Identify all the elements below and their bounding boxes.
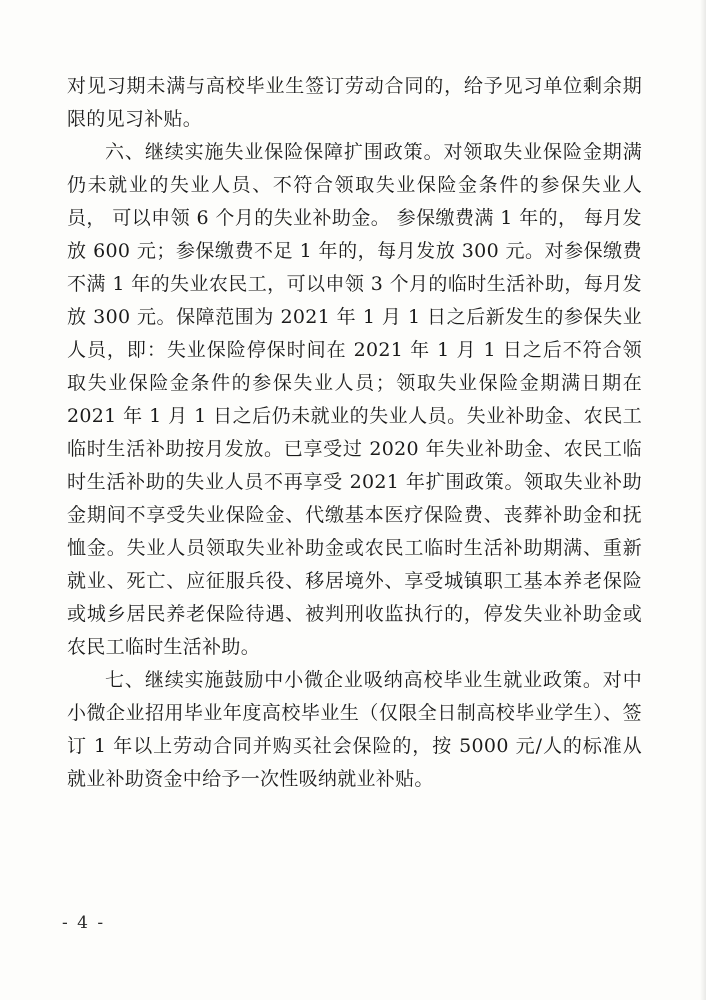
paragraph-section-7-sme-graduate-employment: 七、继续实施鼓励中小微企业吸纳高校毕业生就业政策。对中小微企业招用毕业年度高校毕业生（仅限全日制高校毕业学生）、签订 1 年以上劳动合同并购买社会保险的，按 5000 元/人的标准从就业补助资金中给予一次性吸纳就业补贴。 bbox=[67, 669, 642, 790]
paragraph-section-6-unemployment-insurance: 六、继续实施失业保险保障扩围政策。对领取失业保险金期满仍未就业的失业人员、不符合领取失业保险金条件的参保失业人员， 可以申领 6 个月的失业补助金。 参保缴费满 1 年的， 每月发放 600 元；参保缴费不足 1 年的，每月发放 300 元。对参保缴费不满 1 年的失业农民工，可以申领 3 个月的临时生活补助，每月发放 300 元。保障范围为 2021 年 1 月 1 日之后新发生的参保失业人员，即：失业保险停保时间在 2021 年 1 月 1 日之后不符合领取失业保险金条件的参保失业人员；领取失业保险金期满日期在 2021 年 1 月 1 日之后仍未就业的失业人员。失业补助金、农民工临时生活补助按月发放。已享受过 2020 年失业补助金、农民工临时生活补助的失业人员不再享受 2021 年扩围政策。领取失业补助金期间不享受失业保险金、代缴基本医疗保险费、丧葬补助金和抚恤金。失业人员领取失业补助金或农民工临时生活补助期满、重新就业、死亡、应征服兵役、移居境外、享受城镇职工基本养老保险或城乡居民养老保险待遇、被判刑收监执行的，停发失业补助金或农民工临时生活补助。 bbox=[67, 141, 642, 658]
page-edge-shadow bbox=[700, 0, 706, 1000]
page-number: - 4 - bbox=[62, 913, 106, 933]
paragraph-continuation: 对见习期未满与高校毕业生签订劳动合同的，给予见习单位剩余期限的见习补贴。 bbox=[67, 75, 642, 130]
document-body bbox=[67, 70, 642, 796]
